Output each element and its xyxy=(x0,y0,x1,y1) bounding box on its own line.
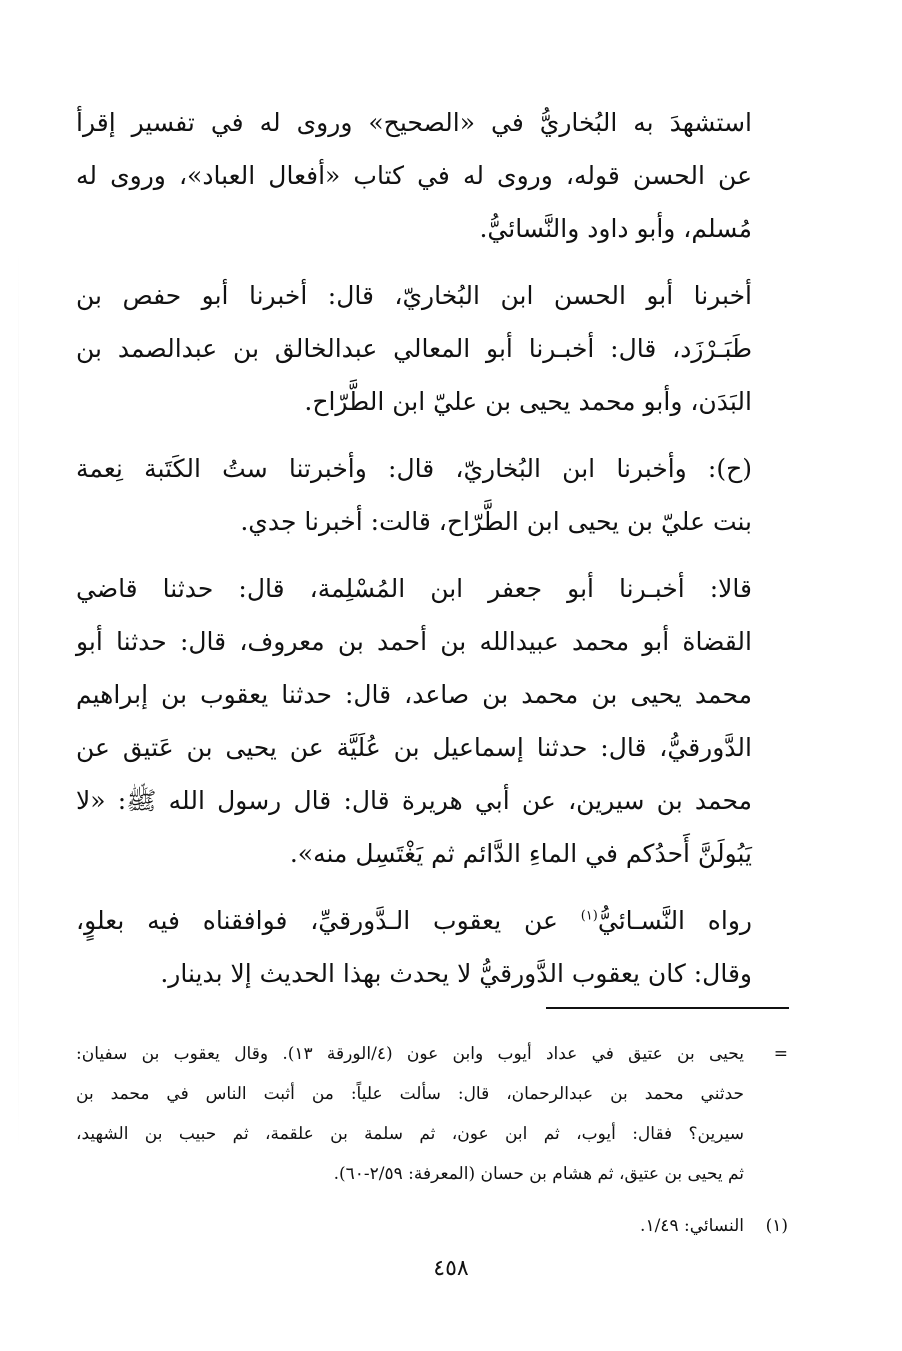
footnote-number: (١) xyxy=(765,1216,788,1236)
text-line: وقال: كان يعقوب الدَّورقيُّ لا يحدث بهذا الحديث إلا بدينار. xyxy=(160,959,752,988)
footnote-body xyxy=(76,1034,744,1194)
paragraph-1 xyxy=(76,96,788,255)
text-line xyxy=(76,894,788,947)
text-line: البَدَن، وأبو محمد يحيى بن عليّ ابن الطَّرّاح. xyxy=(304,387,752,416)
footnote-1 xyxy=(76,1206,788,1246)
text-segment: رواه النَّسـائيُّ xyxy=(597,906,752,935)
text-line: القضاة أبو محمد عبيدالله بن أحمد بن معروف، قال: حدثنا أبو xyxy=(76,627,752,656)
text-line: محمد يحيى بن محمد بن صاعد، قال: حدثنا يعقوب بن إبراهيم xyxy=(76,680,752,709)
footnote-body xyxy=(76,1206,744,1246)
text-line: طَبَـرْزَد، قال: أخبـرنا أبو المعالي عبدالخالق بن عبدالصمد بن xyxy=(76,334,752,363)
footnotes-section xyxy=(76,1034,788,1246)
footnote-line: يحيى بن عتيق في عداد أيوب وابن عون (٤/الورقة ١٣). وقال يعقوب بن سفيان: xyxy=(76,1044,744,1064)
text-line: مُسلم، وأبو داود والنَّسائيُّ. xyxy=(479,214,752,243)
footnote-line: سيرين؟ فقال: أيوب، ثم ابن عون، ثم سلمة بن علقمة، ثم حبيب بن الشهيد، xyxy=(76,1124,744,1144)
main-text xyxy=(76,96,788,1014)
text-line: محمد بن سيرين، عن أبي هريرة قال: قال رسول الله ﷺ: «لا xyxy=(76,786,752,815)
text-line: بنت عليّ بن يحيى ابن الطَّرّاح، قالت: أخبرنا جدي. xyxy=(240,507,752,536)
footnote-line: النسائي: ١/٤٩. xyxy=(640,1216,744,1236)
footnote-continuation xyxy=(76,1034,788,1194)
text-segment: عن يعقوب الـدَّورقيِّ، فوافقناه فيه بعلوٍ، xyxy=(76,906,581,935)
text-line: أخبرنا أبو الحسن ابن البُخاريّ، قال: أخبرنا أبو حفص بن xyxy=(76,281,752,310)
paragraph-2 xyxy=(76,269,788,428)
text-line: الدَّورقيُّ، قال: حدثنا إسماعيل بن عُلَيَّة عن يحيى بن عَتيق عن xyxy=(76,733,752,762)
paragraph-5 xyxy=(76,894,788,1000)
text-line: (ح): وأخبرنا ابن البُخاريّ، قال: وأخبرتنا ستُ الكَتَبة نِعمة xyxy=(76,454,752,483)
text-line: استشهدَ به البُخاريُّ في «الصحيح» وروى له في تفسير إقرأ xyxy=(76,108,752,137)
paragraph-4 xyxy=(76,562,788,880)
footnote-reference[interactable]: (١) xyxy=(580,908,598,924)
footnote-line: ثم يحيى بن عتيق، ثم هشام بن حسان (المعرفة: ٢/٥٩-٦٠). xyxy=(333,1164,744,1184)
text-line: يَبُولَنَّ أَحدُكم في الماءِ الدَّائم ثم يَغْتَسِل منه». xyxy=(289,839,752,868)
footnote-line: حدثني محمد بن عبدالرحمان، قال: سألت علياً: من أثبت الناس في محمد بن xyxy=(76,1084,744,1104)
footnote-separator xyxy=(546,1007,789,1009)
text-line: قالا: أخبـرنا أبو جعفر ابن المُسْلِمة، قال: حدثنا قاضي xyxy=(76,574,752,603)
page-number: ٤٥٨ xyxy=(433,1256,469,1281)
paragraph-3 xyxy=(76,442,788,548)
scan-edge-shadow xyxy=(18,250,19,1150)
continuation-marker: = xyxy=(773,1044,788,1064)
text-line: عن الحسن قوله، وروى له في كتاب «أفعال العباد»، وروى له xyxy=(76,161,752,190)
